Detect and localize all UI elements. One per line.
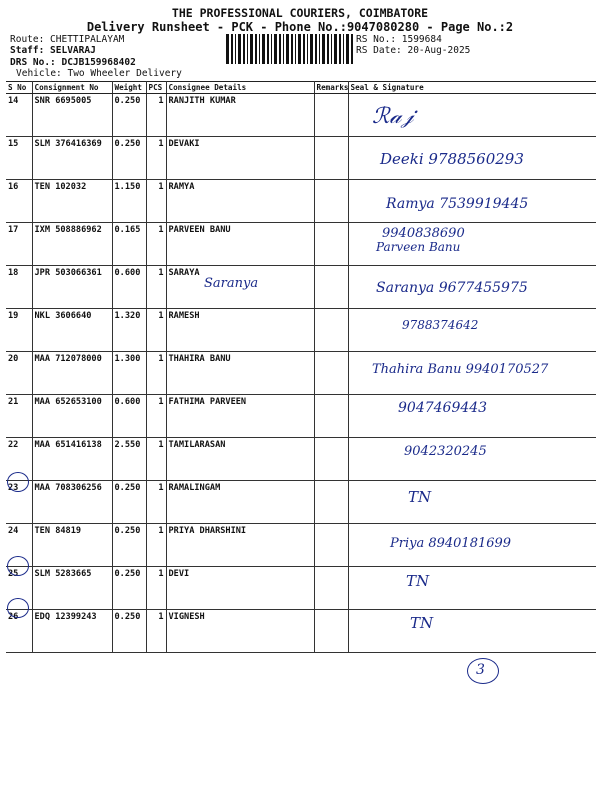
cell-pcs: 1: [146, 481, 166, 524]
handwriting-row-21: 9047469443: [398, 400, 488, 416]
col-remarks: Remarks: [314, 82, 348, 94]
cell-seal: [348, 438, 596, 481]
cell-weight: 1.320: [112, 309, 146, 352]
cell-remarks: [314, 438, 348, 481]
table-header-row: [6, 82, 596, 94]
signature-row-14: ℛ𝒶𝒿: [372, 104, 414, 129]
cell-sno: 20: [6, 352, 32, 395]
cell-sno: 16: [6, 180, 32, 223]
cell-seal: [348, 524, 596, 567]
cell-pcs: 1: [146, 610, 166, 653]
cell-consignment: SLM 5283665: [32, 567, 112, 610]
handwriting-row-23: TN: [408, 488, 432, 506]
cell-weight: 0.600: [112, 266, 146, 309]
circle-mark-row-26: [7, 598, 29, 618]
table-row: [6, 524, 596, 567]
cell-seal: [348, 395, 596, 438]
cell-remarks: [314, 223, 348, 266]
table-row: [6, 137, 596, 180]
table-row: [6, 438, 596, 481]
cell-consignee: FATHIMA PARVEEN: [166, 395, 314, 438]
cell-pcs: 1: [146, 524, 166, 567]
cell-consignee: TAMILARASAN: [166, 438, 314, 481]
table-row: [6, 610, 596, 653]
cell-seal: [348, 567, 596, 610]
cell-consignee: PARVEEN BANU: [166, 223, 314, 266]
cell-consignment: SLM 376416369: [32, 137, 112, 180]
table-row: [6, 395, 596, 438]
cell-seal: [348, 180, 596, 223]
cell-remarks: [314, 94, 348, 137]
cell-pcs: 1: [146, 137, 166, 180]
cell-pcs: 1: [146, 266, 166, 309]
col-weight: Weight: [112, 82, 146, 94]
cell-remarks: [314, 352, 348, 395]
cell-consignee: RAMYA: [166, 180, 314, 223]
cell-consignment: JPR 503066361: [32, 266, 112, 309]
handwriting-row-26: TN: [410, 614, 434, 632]
cell-pcs: 1: [146, 438, 166, 481]
cell-consignee: RAMALINGAM: [166, 481, 314, 524]
rs-number: RS No.: 1599684: [356, 34, 442, 45]
cell-seal: [348, 223, 596, 266]
cell-sno: 21: [6, 395, 32, 438]
cell-weight: 2.550: [112, 438, 146, 481]
cell-seal: [348, 137, 596, 180]
cell-sno: 23: [6, 481, 32, 524]
cell-consignee: THAHIRA BANU: [166, 352, 314, 395]
cell-sno: 17: [6, 223, 32, 266]
cell-sno: 24: [6, 524, 32, 567]
handwriting-row-20: Thahira Banu 9940170527: [372, 362, 549, 377]
sheet-title: Delivery Runsheet - PCK - Phone No.:9047080280 - Page No.:2: [86, 20, 514, 34]
table-row: [6, 223, 596, 266]
cell-consignee: RANJITH KUMAR: [166, 94, 314, 137]
cell-consignment: SNR 6695005: [32, 94, 112, 137]
cell-consignee: RAMESH: [166, 309, 314, 352]
col-sno: S No: [6, 82, 32, 94]
barcode: [226, 34, 354, 64]
cell-remarks: [314, 610, 348, 653]
cell-seal: [348, 352, 596, 395]
cell-remarks: [314, 524, 348, 567]
cell-consignee: DEVAKI: [166, 137, 314, 180]
cell-consignee: VIGNESH: [166, 610, 314, 653]
cell-remarks: [314, 395, 348, 438]
cell-weight: 0.250: [112, 610, 146, 653]
table-row: [6, 94, 596, 137]
cell-consignee: PRIYA DHARSHINI: [166, 524, 314, 567]
table-row: [6, 266, 596, 309]
table-row: [6, 567, 596, 610]
cell-sno: 25: [6, 567, 32, 610]
page-circle-mark: [467, 658, 499, 684]
page-circle-number: 3: [476, 662, 485, 678]
handwriting-row-18-name: Saranya: [204, 276, 259, 291]
cell-weight: 0.250: [112, 94, 146, 137]
handwriting-row-24: Priya 8940181699: [390, 536, 512, 551]
cell-consignment: EDQ 12399243: [32, 610, 112, 653]
table-row: [6, 352, 596, 395]
circle-mark-row-25: [7, 556, 29, 576]
cell-seal: [348, 309, 596, 352]
cell-sno: 19: [6, 309, 32, 352]
table-row: [6, 481, 596, 524]
col-consignee: Consignee Details: [166, 82, 314, 94]
cell-sno: 15: [6, 137, 32, 180]
cell-weight: 0.250: [112, 567, 146, 610]
cell-remarks: [314, 180, 348, 223]
handwriting-row-15: Deeki 9788560293: [380, 150, 524, 168]
cell-remarks: [314, 137, 348, 180]
runsheet-table: [6, 81, 596, 653]
handwriting-row-22: 9042320245: [404, 444, 487, 459]
handwriting-row-19: 9788374642: [402, 318, 479, 332]
handwriting-row-17-name: Parveen Banu: [376, 240, 461, 254]
cell-weight: 1.150: [112, 180, 146, 223]
cell-sno: 22: [6, 438, 32, 481]
cell-weight: 0.165: [112, 223, 146, 266]
cell-remarks: [314, 266, 348, 309]
cell-weight: 1.300: [112, 352, 146, 395]
cell-consignment: NKL 3606640: [32, 309, 112, 352]
circle-mark-row-23: [7, 472, 29, 492]
cell-weight: 0.250: [112, 524, 146, 567]
cell-sno: 18: [6, 266, 32, 309]
cell-pcs: 1: [146, 395, 166, 438]
vehicle-label: Vehicle: Two Wheeler Delivery: [16, 68, 182, 79]
col-seal: Seal & Signature: [348, 82, 596, 94]
cell-consignee: SARAYA: [166, 266, 314, 309]
route-label: Route: CHETTIPALAYAM: [10, 34, 125, 45]
table-row: [6, 309, 596, 352]
cell-weight: 0.250: [112, 481, 146, 524]
handwriting-row-17-phone: 9940838690: [382, 226, 465, 241]
cell-pcs: 1: [146, 180, 166, 223]
cell-weight: 0.600: [112, 395, 146, 438]
table-row: [6, 180, 596, 223]
cell-consignment: TEN 84819: [32, 524, 112, 567]
cell-seal: [348, 266, 596, 309]
cell-consignment: MAA 652653100: [32, 395, 112, 438]
cell-consignment: IXM 508886962: [32, 223, 112, 266]
cell-consignment: MAA 712078000: [32, 352, 112, 395]
handwriting-row-16: Ramya 7539919445: [386, 196, 529, 212]
cell-remarks: [314, 481, 348, 524]
cell-remarks: [314, 567, 348, 610]
staff-label: Staff: SELVARAJ: [10, 45, 96, 56]
cell-pcs: 1: [146, 352, 166, 395]
company-name: THE PROFESSIONAL COURIERS, COIMBATORE: [171, 6, 429, 20]
cell-seal: [348, 610, 596, 653]
cell-sno: 26: [6, 610, 32, 653]
cell-sno: 14: [6, 94, 32, 137]
cell-pcs: 1: [146, 567, 166, 610]
cell-consignee: DEVI: [166, 567, 314, 610]
cell-pcs: 1: [146, 223, 166, 266]
col-pcs: PCS: [146, 82, 166, 94]
cell-consignment: MAA 708306256: [32, 481, 112, 524]
cell-consignment: TEN 102032: [32, 180, 112, 223]
handwriting-row-25: TN: [406, 572, 430, 590]
cell-remarks: [314, 309, 348, 352]
cell-weight: 0.250: [112, 137, 146, 180]
cell-seal: [348, 481, 596, 524]
cell-seal: [348, 94, 596, 137]
drs-number: DRS No.: DCJB159968402: [10, 57, 136, 68]
rs-date: RS Date: 20-Aug-2025: [356, 45, 471, 56]
cell-consignment: MAA 651416138: [32, 438, 112, 481]
cell-pcs: 1: [146, 309, 166, 352]
handwriting-row-18: Saranya 9677455975: [376, 280, 528, 296]
col-consignment: Consignment No: [32, 82, 112, 94]
cell-pcs: 1: [146, 94, 166, 137]
